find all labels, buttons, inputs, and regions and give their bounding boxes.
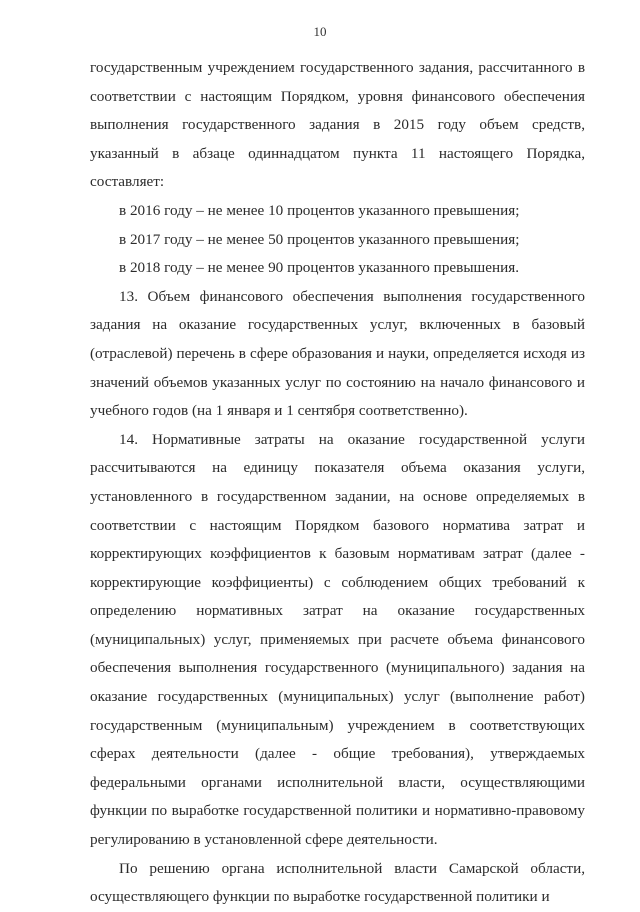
list-item-2016: в 2016 году – не менее 10 процентов указанного превышения; [119,201,520,219]
paragraph-decision: По решению органа исполнительной власти Самарской области, осуществляющего функции по выработке государственной политики и [90,859,585,906]
paragraph-13: 13. Объем финансового обеспечения выполнения государственного задания на оказание государственных услуг, включенных в базовый (отраслевой) перечень в сфере образования и науки, определяется исходя из значений объемов указанных услуг по состоянию на начало финансового и учебного годов (на 1 января и 1 сентября соответственно). [90,287,585,420]
list-item-2017: в 2017 году – не менее 50 процентов указанного превышения; [119,230,520,248]
paragraph-14: 14. Нормативные затраты на оказание государственной услуги рассчитываются на единицу показателя объема оказания услуги, установленного в государственном задании, на основе определяемых в соответствии с настоящим Порядком базового норматива затрат и корректирующих коэффициентов к базовым нормативам затрат (далее - корректирующие коэффициенты) с соблюдением общих требований к определению нормативных затрат на оказание государственных (муниципальных) услуг, применяемых при расчете объема финансового обеспечения выполнения государственного (муниципального) задания на оказание государственных (муниципальных) услуг (выполнение работ) государственным (муниципальным) учреждением в соответствующих сферах деятельности (далее - общие требования), утверждаемых федеральными органами исполнительной власти, осуществляющими функции по выработке государственной политики и нормативно-правовому регулированию в установленной сфере деятельности. [90,430,585,849]
document-body [90,54,585,912]
page-number: 10 [313,24,327,39]
paragraph-continuation: государственным учреждением государственного задания, рассчитанного в соответствии с настоящим Порядком, уровня финансового обеспечения выполнения государственного задания в 2015 году объем средств, указанный в абзаце одиннадцатом пункта 11 настоящего Порядка, составляет: [90,59,585,191]
list-item-2018: в 2018 году – не менее 90 процентов указанного превышения. [119,259,519,277]
